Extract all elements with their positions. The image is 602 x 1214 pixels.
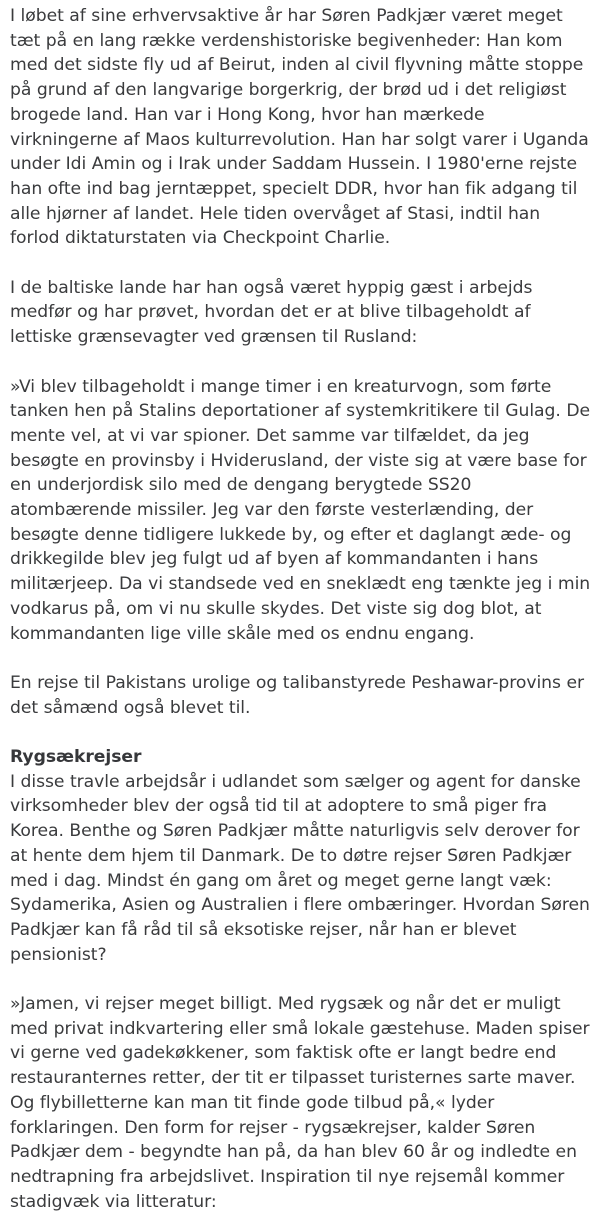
paragraph-career-history: I løbet af sine erhvervsaktive år har Søren Padkjær været meget tæt på en lang række verdenshistoriske begivenheder: Han kom med det sidste fly ud af Beirut, inden al civil flyvning måtte stoppe på grund af den langvarige borgerkrig, der brød ud i det religiøst brogede land. Han var i Hong Kong, hvor han mærkede virkningerne af Maos kulturrevolution. Han har solgt varer i Uganda under Idi Amin og i Irak under Saddam Hussein. I 1980'erne rejste han ofte ind bag jerntæppet, specielt DDR, hvor han fik adgang til alle hjørner af landet. Hele tiden overvåget af Stasi, indtil han forlod diktaturstaten via Checkpoint Charlie.	[10, 6, 589, 249]
paragraph-baltic-states: I de baltiske lande har han også været hyppig gæst i arbejds medfør og har prøvet, hvordan det er at blive tilbageholdt af lettiske grænsevagter ved grænsen til Rusland:	[10, 277, 533, 348]
subheading-rygsaekrejser: Rygsækrejser	[10, 747, 142, 768]
paragraph-pakistan-trip: En rejse til Pakistans urolige og talibanstyrede Peshawar-provins er det såmænd også blevet til.	[10, 672, 584, 718]
section-backpack-travel	[10, 745, 591, 967]
paragraph-adoption-and-travel: I disse travle arbejdsår i udlandet som sælger og agent for danske virksomheder blev der også tid til at adoptere to små piger fra Korea. Benthe og Søren Padkjær måtte naturligvis selv derover for at hente dem hjem til Danmark. De to døtre rejser Søren Padkjær med i dag. Mindst én gang om året og meget gerne langt væk: Sydamerika, Asien og Australien i flere ombæringer. Hvordan Søren Padkjær kan få råd til så eksotiske rejser, når han er blevet pensionist?	[10, 771, 590, 965]
paragraph-quote-detained: »Vi blev tilbageholdt i mange timer i en kreaturvogn, som førte tanken hen på Stalins deportationer af systemkritikere til Gulag. De mente vel, at vi var spioner. Det samme var tilfældet, da jeg besøgte en provinsby i Hviderusland, der viste sig at være base for en underjordisk silo med de dengang berygtede SS20 atombærende missiler. Jeg var den første vesterlænding, der besøgte denne tidligere lukkede by, og efter et daglangt æde- og drikkegilde blev jeg fulgt ud af byen af kommandanten i hans militærjeep. Da vi standsede ved en sneklædt eng tænkte jeg i min vodkarus på, om vi nu skulle skydes. Det viste sig dog blot, at kommandanten lige ville skåle med os endnu engang.	[10, 376, 591, 644]
paragraph-quote-cheap-travel: »Jamen, vi rejser meget billigt. Med rygsæk og når det er muligt med privat indkvartering eller små lokale gæstehuse. Maden spiser vi gerne ved gadekøkkener, som faktisk ofte er langt bedre end restauranternes retter, der tit er tilpasset turisternes sarte maver. Og flybilletterne kan man tit finde gode tilbud på,« lyder forklaringen. Den form for rejser - rygsækrejser, kalder Søren Padkjær dem - begyndte han på, da han blev 60 år og indledte en nedtrapning fra arbejdslivet. Inspiration til nye rejsemål kommer stadigvæk via litteratur:	[10, 994, 590, 1212]
